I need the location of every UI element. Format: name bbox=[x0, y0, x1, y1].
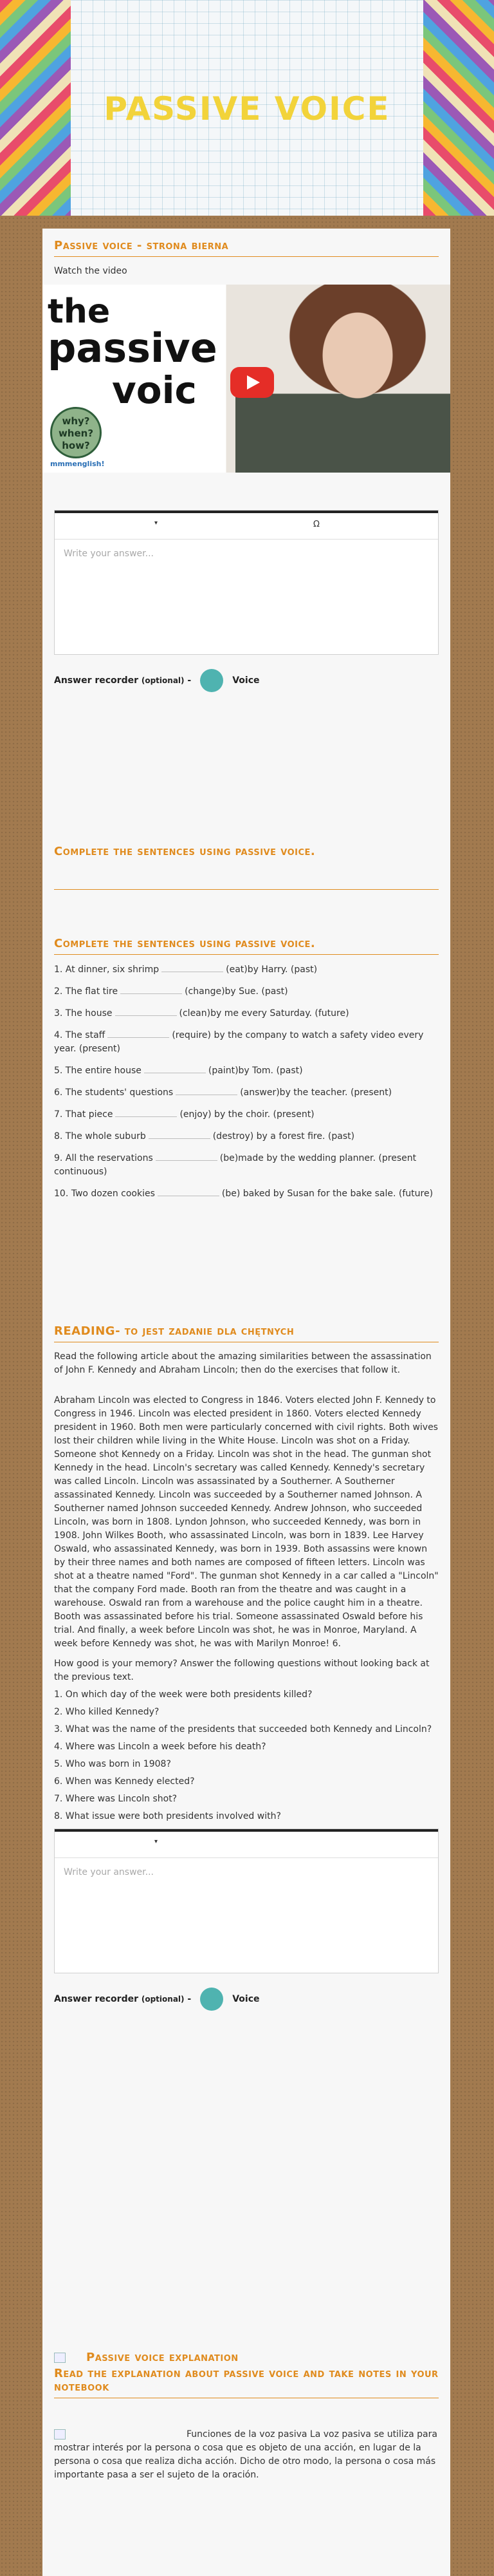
section-title-text: Passive voice explanation bbox=[86, 2351, 239, 2364]
question-list bbox=[54, 1688, 439, 1823]
exercise-prompt: 6. The students' questions bbox=[54, 1087, 174, 1098]
section-title: Complete the sentences using passive voice. bbox=[54, 924, 439, 955]
exercise-item bbox=[54, 1006, 439, 1020]
answer-blank[interactable] bbox=[120, 984, 182, 994]
explanation-lead: Funciones de la voz pasiva La voz pasiva se utiliza bbox=[187, 2429, 414, 2440]
broken-image-icon bbox=[54, 2353, 66, 2363]
section-reading bbox=[42, 1310, 450, 2308]
answer-blank[interactable] bbox=[115, 1006, 177, 1016]
exercise-item bbox=[54, 963, 439, 977]
voice-label: Voice bbox=[232, 1994, 260, 2004]
recorder-dash: - bbox=[187, 1994, 192, 2004]
chevron-down-icon[interactable]: ▾ bbox=[154, 520, 158, 527]
exercise-item bbox=[54, 1028, 439, 1056]
answer-blank[interactable] bbox=[144, 1064, 206, 1073]
exercise-prompt: 8. The whole suburb bbox=[54, 1131, 146, 1142]
exercise-prompt: 10. Two dozen cookies bbox=[54, 1189, 155, 1199]
answer-blank[interactable] bbox=[156, 1151, 217, 1161]
answer-blank[interactable] bbox=[161, 963, 223, 972]
section-intro: Watch the video bbox=[54, 266, 127, 276]
recorder-dash: - bbox=[187, 675, 192, 686]
reading-article: Abraham Lincoln was elected to Congress in 1846. Voters elected John F. Kennedy to Congress in 1946. Lincoln was elected president in 1860. Voters elected Kennedy president in 1960. Both men were particularly concerned with civil rights. Both wives lost their children while living in the White House. Lincoln was shot on a Friday. Someone shot Kennedy on a Friday. Lincoln was shot in the head. The gunman shot Kennedy in the head. Lincoln's secretary was called Kennedy. Kennedy's secretary was called Lincoln. Lincoln was assassinated by a Southerner. A Southerner assassinated Kennedy. Lincoln was succeeded by a Southerner named Johnson. A Southerner named Johnson succeeded Kennedy. Andrew Johnson, who succeeded Lincoln, was born in 1808. Lyndon Johnson, who succeeded Kennedy, was born in 1908. John Wilkes Booth, who assassinated Lincoln, was born in 1839. Lee Harvey Oswald, who assassinated Kennedy, was born in 1939. Both assassins were known by their three names and both names are composed of fifteen letters. Lincoln was shot at a theatre named "Ford". The gunman shot Kennedy in a car called a "Lincoln" that the company Ford made. Booth ran from the theatre and was caught in a warehouse. Oswald ran from a warehouse and the police caught him in a theatre. Booth was assassinated before his trial. Someone assassinated Oswald before his trial. And finally, a week before Lincoln was shot, he was in Monroe, Maryland. A week before Kennedy was shot, he was with Marilyn Monroe! 6. bbox=[54, 1395, 439, 1649]
answer-recorder bbox=[54, 669, 439, 692]
answer-blank[interactable] bbox=[115, 1107, 177, 1117]
answer-input[interactable]: Write your answer... bbox=[64, 1867, 154, 1877]
video-word-the: the bbox=[48, 292, 111, 331]
answer-blank[interactable] bbox=[176, 1086, 237, 1095]
exercise-hint: (destroy) by a forest fire. (past) bbox=[212, 1131, 355, 1142]
section-title: Passive voice - strona bierna bbox=[54, 229, 439, 257]
video-word-voice: voic bbox=[112, 368, 197, 412]
voice-label: Voice bbox=[232, 675, 260, 686]
questions-intro: How good is your memory? Answer the following questions without looking back at the previous text. bbox=[54, 1659, 430, 1682]
exercise-hint: (change)by Sue. (past) bbox=[185, 986, 288, 997]
badge-line-why: why? bbox=[62, 415, 90, 427]
editor-toolbar bbox=[55, 1829, 438, 1858]
answer-input[interactable]: Write your answer... bbox=[64, 549, 154, 559]
exercise-item bbox=[54, 1187, 439, 1201]
exercise-item bbox=[54, 984, 439, 999]
record-button[interactable] bbox=[200, 1988, 223, 2011]
page-header bbox=[0, 0, 494, 216]
recorder-optional: (optional) bbox=[141, 1995, 185, 2004]
exercise-hint: (clean)by me every Saturday. (future) bbox=[179, 1008, 349, 1019]
video-player[interactable] bbox=[42, 285, 450, 473]
badge-line-how: how? bbox=[62, 440, 90, 451]
section-subtitle: Read the explanation about passive voice and take notes in your notebook bbox=[54, 2364, 439, 2398]
answer-editor[interactable] bbox=[54, 510, 439, 655]
page-title: PASSIVE VOICE bbox=[104, 90, 390, 127]
exercise-prompt: 7. That piece bbox=[54, 1109, 113, 1120]
section-complete-sentences-empty bbox=[42, 831, 450, 924]
question-item: 8. What issue were both presidents involved with? bbox=[54, 1811, 281, 1821]
reading-intro: Read the following article about the amazing similarities between the assassination of John F. Kennedy and Abraham Lincoln; then do the exercises that follow it. bbox=[54, 1351, 432, 1375]
exercise-prompt: 4. The staff bbox=[54, 1030, 105, 1040]
exercise-item bbox=[54, 1151, 439, 1179]
question-item: 7. Where was Lincoln shot? bbox=[54, 1794, 178, 1804]
answer-editor[interactable] bbox=[54, 1829, 439, 1973]
section-title: Complete the sentences using passive voice. bbox=[54, 845, 316, 858]
section-explanation bbox=[42, 2308, 450, 2576]
explanation-rest: para mostrar interés por la persona o cosa que es objeto de una acción, en lugar de la persona o cosa que realiza dicha acción. Dicho de otro modo, la persona o cosa más importante pasa a ser el sujeto de la oración. bbox=[54, 2429, 437, 2480]
question-item: 6. When was Kennedy elected? bbox=[54, 1776, 195, 1787]
editor-toolbar bbox=[55, 511, 438, 540]
exercise-hint: (be) baked by Susan for the bake sale. (future) bbox=[221, 1189, 434, 1199]
section-divider bbox=[54, 889, 439, 890]
exercise-list bbox=[54, 963, 439, 1201]
exercise-prompt: 2. The flat tire bbox=[54, 986, 118, 997]
chevron-down-icon[interactable]: ▾ bbox=[154, 1838, 158, 1845]
answer-blank[interactable] bbox=[107, 1028, 169, 1038]
answer-blank[interactable] bbox=[149, 1129, 210, 1139]
exercise-hint: (require) by the company to watch a safety video every year. (present) bbox=[54, 1030, 424, 1054]
broken-image-icon bbox=[54, 2429, 66, 2440]
exercise-item bbox=[54, 1107, 439, 1122]
section-complete-sentences bbox=[42, 924, 450, 1310]
question-item: 2. Who killed Kennedy? bbox=[54, 1707, 160, 1717]
answer-blank[interactable] bbox=[158, 1187, 219, 1196]
video-badge bbox=[50, 407, 102, 458]
exercise-prompt: 3. The house bbox=[54, 1008, 113, 1019]
question-item: 3. What was the name of the presidents that succeeded both Kennedy and Lincoln? bbox=[54, 1724, 432, 1735]
exercise-prompt: 9. All the reservations bbox=[54, 1153, 153, 1163]
video-logo: mmmenglish! bbox=[50, 460, 105, 468]
section-title: READING- to jest zadanie dla chętnych bbox=[54, 1310, 439, 1342]
play-button-icon[interactable] bbox=[230, 367, 274, 398]
exercise-hint: (eat)by Harry. (past) bbox=[226, 964, 318, 975]
recorder-label: Answer recorder bbox=[54, 675, 138, 686]
exercise-item bbox=[54, 1064, 439, 1078]
exercise-hint: (be)made by the wedding planner. (present continuous) bbox=[54, 1153, 417, 1177]
question-item: 5. Who was born in 1908? bbox=[54, 1759, 171, 1769]
question-item: 4. Where was Lincoln a week before his death? bbox=[54, 1742, 266, 1752]
explanation-body bbox=[54, 2428, 439, 2482]
exercise-hint: (enjoy) by the choir. (present) bbox=[179, 1109, 315, 1120]
exercise-prompt: 5. The entire house bbox=[54, 1066, 142, 1076]
section-passive-voice bbox=[42, 229, 450, 831]
recorder-label: Answer recorder bbox=[54, 1994, 138, 2004]
record-button[interactable] bbox=[200, 669, 223, 692]
question-item: 1. On which day of the week were both presidents killed? bbox=[54, 1689, 313, 1700]
explanation-header bbox=[54, 2308, 439, 2398]
exercise-item bbox=[54, 1129, 439, 1143]
special-characters-icon[interactable]: Ω bbox=[313, 520, 320, 529]
section-title bbox=[54, 2351, 439, 2364]
recorder-optional: (optional) bbox=[141, 676, 185, 685]
exercise-hint: (paint)by Tom. (past) bbox=[208, 1066, 303, 1076]
answer-recorder bbox=[54, 1988, 439, 2011]
video-word-passive: passive bbox=[48, 324, 217, 371]
badge-line-when: when? bbox=[58, 428, 94, 439]
exercise-hint: (answer)by the teacher. (present) bbox=[240, 1087, 392, 1098]
exercise-item bbox=[54, 1086, 439, 1100]
exercise-prompt: 1. At dinner, six shrimp bbox=[54, 964, 160, 975]
